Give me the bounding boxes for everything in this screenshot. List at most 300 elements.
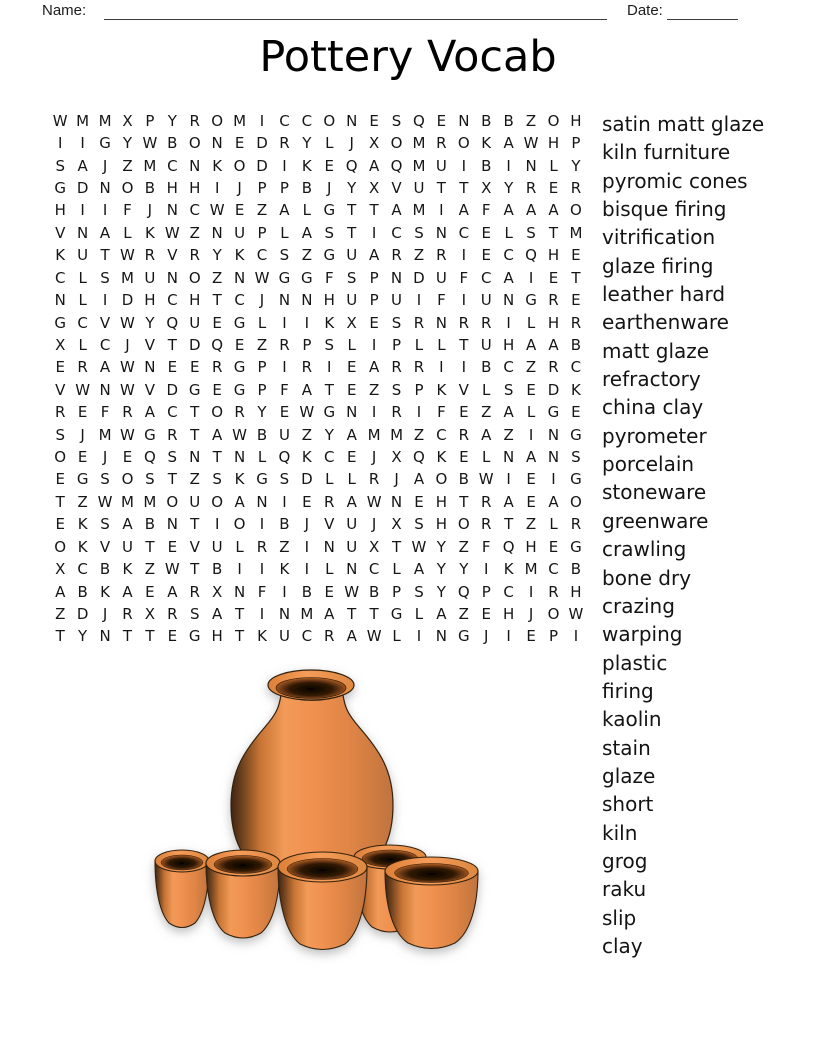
grid-letter: E [346,380,357,399]
grid-letter: T [459,492,469,511]
grid-letter: G [54,178,67,197]
word-list-item: stoneware [602,480,707,505]
grid-letter: K [436,448,447,467]
grid-letter: I [506,313,511,332]
grid-letter: V [144,335,156,354]
grid-letter: J [259,291,265,310]
page-title: Pottery Vocab [259,32,557,82]
grid-letter: W [478,470,494,489]
grid-letter: S [391,111,402,130]
grid-letter: T [235,627,245,646]
grid-letter: Y [257,403,267,422]
grid-letter: Z [301,246,312,265]
grid-letter: E [369,313,379,332]
grid-letter: U [480,291,492,310]
grid-letter: Y [436,582,446,601]
grid-letter: L [347,470,356,489]
grid-letter: O [457,134,470,153]
grid-letter: W [164,560,180,579]
grid-letter: S [571,448,581,467]
grid-letter: R [481,313,492,332]
grid-letter: I [371,335,377,354]
grid-letter: R [436,134,447,153]
word-list-item: kiln furniture [602,140,731,165]
grid-letter: E [55,358,65,377]
grid-letter: E [369,111,379,130]
word-list-item: plastic [602,650,668,675]
grid-letter: T [190,515,200,534]
grid-letter: T [548,223,559,242]
grid-letter: A [548,201,559,220]
grid-letter: V [391,178,402,197]
grid-letter: Z [212,268,223,287]
grid-letter: C [548,560,559,579]
grid-letter: W [366,627,382,646]
grid-letter: Z [189,223,200,242]
grid-letter: O [166,492,179,511]
grid-letter: T [167,335,177,354]
grid-letter: V [55,380,66,399]
grid-letter: N [503,291,515,310]
grid-letter: N [233,448,246,467]
grid-letter: N [547,425,560,444]
grid-letter: R [436,246,447,265]
word-list-item: porcelain [602,452,695,477]
grid-letter: V [189,537,200,556]
grid-letter: K [122,560,133,579]
grid-letter: E [526,492,536,511]
grid-letter: T [391,537,402,556]
grid-letter: I [461,156,467,175]
grid-letter: N [346,111,358,130]
grid-letter: E [346,358,357,377]
grid-letter: I [371,223,377,242]
grid-letter: H [503,335,515,354]
name-input-line[interactable] [104,0,607,20]
grid-letter: A [436,604,447,623]
grid-letter: I [304,313,310,332]
grid-letter: L [414,335,424,354]
grid-letter: C [167,403,178,422]
grid-letter: M [98,111,112,130]
grid-letter: Y [436,560,446,579]
grid-letter: A [503,403,514,422]
grid-letter: A [548,492,559,511]
grid-letter: R [481,492,492,511]
grid-letter: G [570,537,582,556]
grid-letter: O [547,604,560,623]
grid-letter: P [257,223,267,242]
grid-letter: O [457,515,470,534]
grid-letter: U [121,537,133,556]
grid-letter: E [302,492,312,511]
grid-letter: L [325,470,334,489]
grid-letter: F [481,537,491,556]
grid-letter: I [371,403,377,422]
grid-letter: S [279,470,290,489]
grid-letter: T [235,604,245,623]
grid-letter: F [257,582,267,601]
grid-letter: T [212,448,222,467]
grid-letter: W [142,134,158,153]
grid-letter: X [368,537,380,556]
word-list-item: raku [602,877,647,902]
grid-letter: P [392,335,402,354]
grid-letter: R [279,335,290,354]
grid-letter: C [256,246,268,265]
grid-letter: I [214,178,220,197]
grid-letter: A [525,201,537,220]
grid-letter: J [371,448,377,467]
grid-letter: Z [525,358,537,377]
grid-letter: A [413,560,425,579]
grid-letter: N [77,223,89,242]
grid-letter: B [77,582,88,601]
grid-letter: C [458,223,470,242]
grid-letter: H [570,111,582,130]
grid-letter: T [190,560,200,579]
grid-letter: B [99,560,111,579]
grid-letter: X [144,604,156,623]
grid-letter: R [525,178,537,197]
grid-letter: S [100,515,110,534]
grid-letter: R [324,627,335,646]
grid-letter: S [100,470,110,489]
grid-letter: S [391,380,402,399]
grid-letter: X [55,335,66,354]
grid-letter: X [346,313,357,332]
word-list-item: bone dry [602,565,692,590]
grid-letter: T [347,223,357,242]
grid-letter: B [458,470,469,489]
grid-letter: Y [122,134,133,153]
grid-letter: Z [122,156,133,175]
grid-letter: I [416,291,422,310]
grid-letter: A [458,201,469,220]
grid-letter: K [436,380,447,399]
grid-letter: E [571,246,581,265]
grid-letter: I [282,492,287,511]
grid-letter: G [233,380,246,399]
grid-letter: B [481,111,492,130]
grid-letter: H [144,291,156,310]
grid-letter: L [482,448,491,467]
grid-letter: Z [525,515,537,534]
grid-letter: I [282,582,287,601]
grid-letter: A [548,335,559,354]
grid-letter: E [324,582,335,601]
grid-letter: Z [481,403,492,422]
grid-letter: I [506,156,511,175]
grid-letter: E [526,627,536,646]
grid-letter: J [102,604,108,623]
grid-letter: N [323,537,335,556]
grid-letter: W [120,313,135,332]
grid-letter: L [549,515,558,534]
grid-letter: C [234,291,245,310]
date-input-line[interactable] [667,0,738,20]
grid-letter: E [234,134,245,153]
grid-letter: E [481,223,491,242]
grid-letter: G [570,425,582,444]
grid-letter: A [503,492,514,511]
grid-letter: M [412,134,426,153]
word-list-item: warping [602,622,683,647]
grid-letter: C [77,560,88,579]
grid-letter: L [526,313,536,332]
grid-letter: W [164,223,180,242]
grid-letter: E [324,156,335,175]
grid-letter: A [301,380,312,399]
grid-letter: K [301,156,312,175]
grid-letter: X [391,448,402,467]
grid-letter: A [99,223,111,242]
grid-letter: I [327,358,332,377]
grid-letter: R [189,111,200,130]
grid-letter: U [346,515,358,534]
grid-letter: O [188,134,201,153]
grid-letter: E [190,358,200,377]
grid-letter: A [234,492,245,511]
grid-letter: G [390,604,403,623]
grid-letter: H [435,492,448,511]
grid-letter: U [391,291,403,310]
grid-letter: E [167,537,178,556]
grid-letter: N [99,627,111,646]
grid-letter: W [411,537,427,556]
grid-letter: N [211,134,223,153]
grid-letter: G [188,627,201,646]
grid-letter: Y [302,134,312,153]
grid-letter: L [235,537,244,556]
grid-letter: T [190,425,200,444]
grid-letter: Q [143,448,156,467]
grid-letter: M [98,425,112,444]
grid-letter: A [55,582,66,601]
grid-letter: L [347,335,356,354]
grid-letter: N [166,201,178,220]
grid-letter: R [324,492,335,511]
grid-letter: B [503,111,514,130]
grid-letter: T [100,246,110,265]
grid-letter: E [459,403,469,422]
grid-letter: B [256,425,268,444]
grid-letter: K [77,537,88,556]
grid-letter: R [122,604,133,623]
grid-letter: A [99,358,111,377]
grid-letter: N [278,291,291,310]
word-list-item: firing [602,678,654,703]
grid-letter: W [568,604,584,623]
grid-letter: Y [78,627,88,646]
grid-letter: N [390,268,403,287]
grid-letter: Y [324,425,334,444]
grid-letter: U [211,537,223,556]
grid-letter: I [439,358,444,377]
grid-letter: R [413,358,425,377]
grid-letter: B [368,582,380,601]
grid-letter: N [166,515,178,534]
grid-letter: B [570,560,582,579]
grid-letter: C [301,627,313,646]
grid-letter: I [282,313,287,332]
grid-letter: N [233,268,246,287]
grid-letter: I [259,515,265,534]
grid-letter: G [233,313,246,332]
word-list-item: stain [602,735,651,760]
grid-letter: N [99,380,111,399]
grid-letter: A [481,425,492,444]
grid-letter: Z [413,246,425,265]
grid-letter: L [302,201,312,220]
grid-letter: X [368,134,380,153]
grid-letter: Z [256,335,268,354]
grid-letter: A [368,156,380,175]
grid-letter: I [416,403,422,422]
grid-letter: R [122,403,133,422]
grid-letter: L [257,313,267,332]
grid-letter: N [346,403,358,422]
grid-letter: I [304,537,310,556]
cup-2 [206,850,280,938]
grid-letter: M [524,560,538,579]
grid-letter: G [99,134,111,153]
grid-letter: T [369,604,379,623]
grid-letter: B [481,156,492,175]
grid-letter: P [369,268,379,287]
grid-letter: H [189,178,201,197]
word-list-item: leather hard [602,282,726,307]
grid-letter: H [435,515,448,534]
grid-letter: C [391,223,402,242]
grid-letter: A [391,201,402,220]
grid-letter: I [439,201,444,220]
grid-letter: O [121,470,134,489]
grid-letter: T [459,178,469,197]
grid-letter: A [503,134,514,153]
grid-letter: O [188,268,201,287]
grid-letter: S [167,448,178,467]
word-list-item: bisque firing [602,197,727,222]
date-label: Date: [627,2,663,19]
grid-letter: Q [390,156,403,175]
grid-letter: A [144,403,156,422]
grid-letter: P [257,178,267,197]
grid-letter: T [55,627,65,646]
grid-letter: K [481,134,492,153]
grid-letter: G [233,358,246,377]
grid-letter: I [80,201,85,220]
grid-letter: E [548,537,559,556]
grid-letter: H [189,291,201,310]
grid-letter: O [435,470,448,489]
grid-letter: N [503,448,515,467]
grid-letter: E [167,358,178,377]
grid-letter: M [233,111,247,130]
grid-letter: Z [189,470,200,489]
grid-letter: R [167,425,178,444]
grid-letter: E [212,313,222,332]
grid-letter: H [166,178,178,197]
grid-letter: J [147,201,153,220]
grid-letter: Q [502,537,515,556]
grid-letter: C [99,335,111,354]
grid-letter: Z [368,380,380,399]
grid-letter: L [392,627,401,646]
grid-letter: U [144,268,156,287]
word-list-item: crawling [602,537,687,562]
grid-letter: T [145,537,155,556]
grid-letter: U [435,156,447,175]
grid-letter: H [570,582,582,601]
grid-letter: H [525,537,537,556]
grid-letter: F [123,201,132,220]
grid-letter: S [145,470,155,489]
grid-letter: A [525,335,537,354]
grid-letter: M [300,604,314,623]
grid-letter: O [390,134,403,153]
grid-letter: E [571,403,581,422]
grid-letter: Q [166,313,179,332]
grid-letter: N [99,178,111,197]
grid-letter: M [143,156,157,175]
grid-letter: I [416,627,422,646]
grid-letter: E [436,111,447,130]
grid-letter: J [102,448,108,467]
grid-letter: R [391,246,402,265]
grid-letter: R [458,313,470,332]
word-list-item: slip [602,905,637,930]
word-list-item: crazing [602,593,675,618]
grid-letter: K [234,246,245,265]
grid-letter: V [99,313,111,332]
grid-letter: R [189,582,200,601]
grid-letter: A [368,358,380,377]
grid-letter: G [54,313,67,332]
grid-letter: N [189,156,201,175]
grid-letter: E [481,604,491,623]
grid-letter: U [234,223,246,242]
grid-letter: G [323,246,336,265]
grid-letter: A [368,246,380,265]
grid-letter: C [324,448,335,467]
grid-letter: G [323,403,336,422]
grid-letter: R [256,537,268,556]
grid-letter: P [302,335,312,354]
grid-letter: N [435,223,447,242]
grid-letter: L [526,403,536,422]
grid-letter: S [324,223,335,242]
grid-letter: N [301,291,313,310]
grid-letter: E [145,582,155,601]
grid-letter: I [506,470,511,489]
word-list-item: greenware [602,508,709,533]
pottery-illustration [130,655,500,965]
grid-letter: R [279,134,290,153]
grid-letter: Z [144,560,156,579]
grid-letter: A [301,223,312,242]
word-list-item: grog [602,848,648,873]
grid-letter: Z [458,604,469,623]
grid-letter: J [237,178,242,197]
grid-letter: L [78,291,87,310]
grid-letter: W [344,582,360,601]
vase [231,670,393,874]
grid-letter: W [97,492,113,511]
grid-letter: Y [145,313,155,332]
grid-letter: W [120,246,135,265]
grid-letter: P [145,111,155,130]
